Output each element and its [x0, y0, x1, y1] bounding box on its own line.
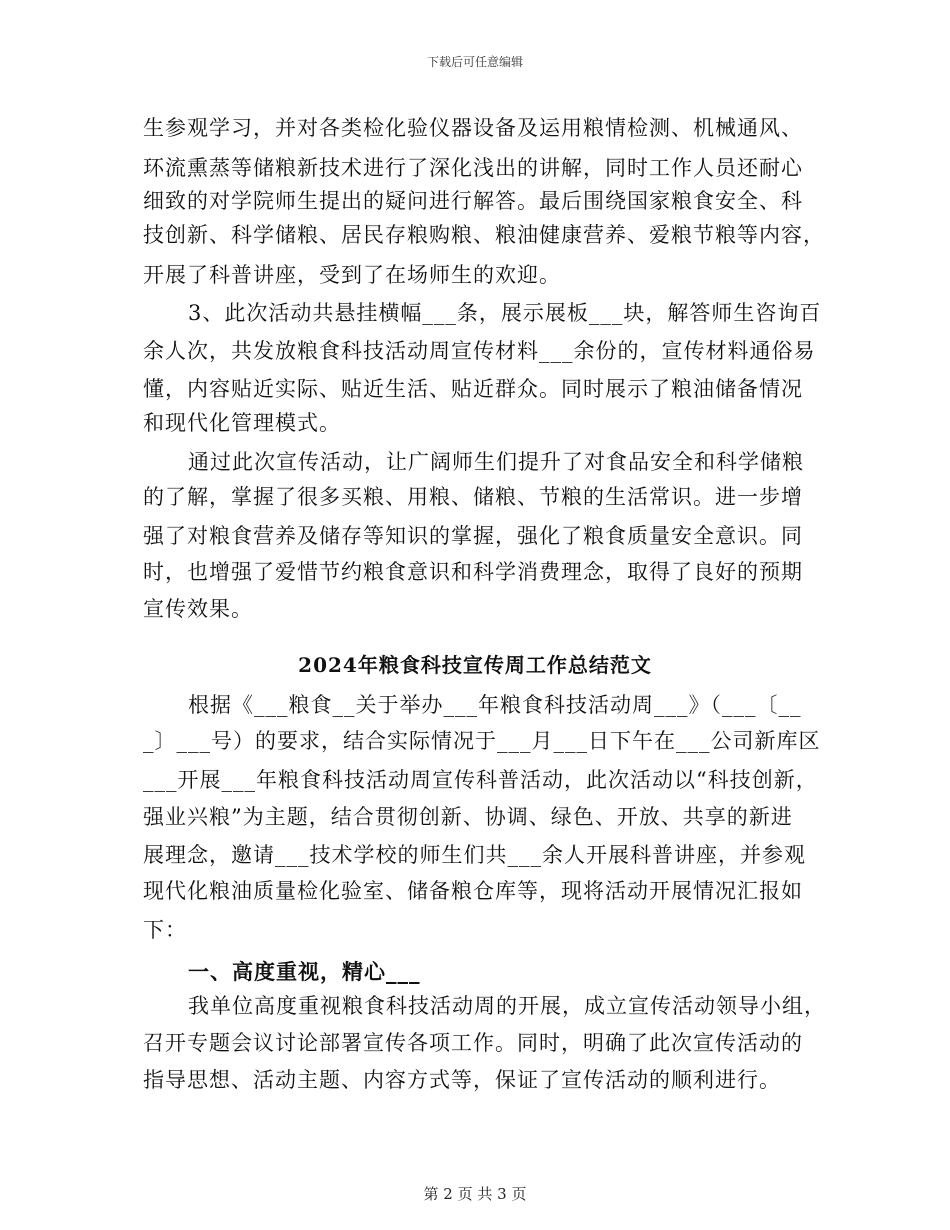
- text-line: 根据《___粮食__关于举办___年粮食科技活动周___》（___〔__: [188, 693, 802, 717]
- text-line: 通过此次宣传活动，让广阔师生们提升了对食品安全和科学储粮: [188, 450, 804, 474]
- text-line: 强了对粮食营养及储存等知识的掌握，强化了粮食质量安全意识。同: [143, 524, 803, 548]
- text-line: 开展了科普讲座，受到了在场师生的欢迎。: [143, 263, 561, 287]
- text-line: 技创新、科学储粮、居民存粮购粮、粮油健康营养、爱粮节粮等内容，: [143, 223, 825, 247]
- page-footer: 第 2 页 共 3 页: [423, 1185, 527, 1203]
- text-line: 强业兴粮”为主题，结合贯彻创新、协调、绿色、开放、共享的新进: [143, 805, 793, 829]
- page-header: 下载后可任意编辑: [426, 55, 523, 69]
- text-line: 现代化粮油质量检化验室、储备粮仓库等，现将活动开展情况汇报如: [143, 879, 803, 903]
- text-line: 懂，内容贴近实际、贴近生活、贴近群众。同时展示了粮油储备情况: [143, 377, 803, 401]
- text-line: 时，也增强了爱惜节约粮食意识和科学消费理念，取得了良好的预期: [143, 560, 803, 584]
- text-line: 宣传效果。: [143, 597, 253, 621]
- text-line: 生参观学习，并对各类检化验仪器设备及运用粮情检测、机械通风、: [143, 116, 803, 140]
- text-line: 3、此次活动共悬挂横幅___条，展示展板___块，解答师生咨询百: [188, 301, 822, 325]
- text-line: 余人次，共发放粮食科技活动周宣传材料___余份的，宣传材料通俗易: [143, 339, 816, 363]
- text-line: 和现代化管理模式。: [143, 411, 341, 435]
- text-line: ___开展___年粮食科技活动周宣传科普活动，此次活动以“科技创新，: [143, 768, 818, 792]
- text-line: 下：: [143, 918, 187, 942]
- text-line: 细致的对学院师生提出的疑问进行解答。最后围绕国家粮食安全、科: [143, 189, 803, 213]
- text-line: 召开专题会议讨论部署宣传各项工作。同时，明确了此次宣传活动的: [143, 1031, 803, 1055]
- text-line: 我单位高度重视粮食科技活动周的开展，成立宣传活动领导小组，: [188, 994, 826, 1018]
- text-line: 的了解，掌握了很多买粮、用粮、储粮、节粮的生活常识。进一步增: [143, 485, 803, 509]
- text-line: _〕___号）的要求，结合实际情况于___月___日下午在___公司新库区: [143, 729, 821, 753]
- document-title: 2024年粮食科技宣传周工作总结范文: [298, 653, 652, 677]
- text-line: 展理念，邀请___技术学校的师生们共___余人开展科普讲座，并参观: [143, 843, 806, 867]
- section-heading: 一、高度重视，精心___: [188, 959, 421, 984]
- text-line: 指导思想、活动主题、内容方式等，保证了宣传活动的顺利进行。: [143, 1068, 781, 1092]
- text-line: 环流熏蒸等储粮新技术进行了深化浅出的讲解，同时工作人员还耐心: [143, 156, 803, 180]
